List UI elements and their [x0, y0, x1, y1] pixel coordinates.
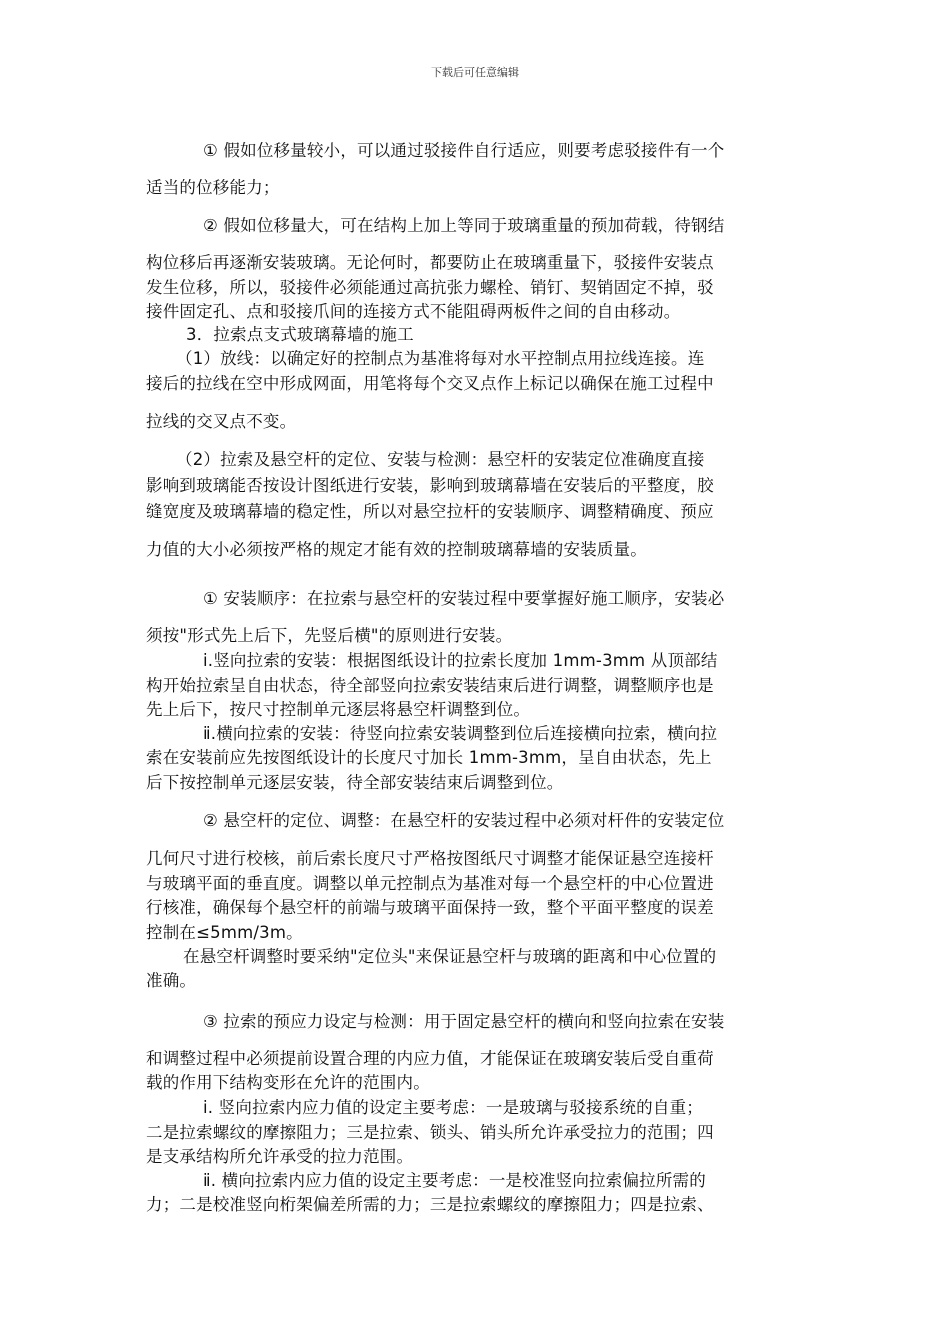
text-line: 发生位移，所以，驳接件必须能通过高抗张力螺栓、销钉、契销固定不掉，驳	[146, 278, 714, 297]
text-line: 力；二是校准竖向桁架偏差所需的力；三是拉索螺纹的摩擦阻力；四是拉索、	[146, 1195, 714, 1214]
text-line: 后下按控制单元逐层安装，待全部安装结束后调整到位。	[146, 773, 564, 792]
text-line: 先上后下，按尺寸控制单元逐层将悬空杆调整到位。	[146, 700, 531, 719]
text-line: 接后的拉线在空中形成网面，用笔将每个交叉点作上标记以确保在施工过程中	[146, 374, 714, 393]
text-line: 和调整过程中必须提前设置合理的内应力值，才能保证在玻璃安装后受自重荷	[146, 1049, 714, 1068]
text-line: 控制在≤5mm/3m。	[146, 923, 303, 942]
text-line: 是支承结构所允许承受的拉力范围。	[146, 1147, 414, 1166]
text-line: 载的作用下结构变形在允许的范围内。	[146, 1073, 430, 1092]
text-line: 构开始拉索呈自由状态，待全部竖向拉索安装结束后进行调整，调整顺序也是	[146, 676, 714, 695]
text-line: 缝宽度及玻璃幕墙的稳定性，所以对悬空拉杆的安装顺序、调整精确度、预应	[146, 502, 714, 521]
text-line: ① 假如位移量较小，可以通过驳接件自行适应，则要考虑驳接件有一个	[203, 141, 725, 160]
text-line: 准确。	[146, 971, 197, 990]
text-line: 二是拉索螺纹的摩擦阻力；三是拉索、锁头、销头所允许承受拉力的范围；四	[146, 1123, 714, 1142]
text-line: 拉线的交叉点不变。	[146, 412, 297, 431]
text-line: 在悬空杆调整时要采纳"定位头"来保证悬空杆与玻璃的距离和中心位置的	[183, 947, 717, 966]
text-line: （1）放线：以确定好的控制点为基准将每对水平控制点用拉线连接。连	[176, 349, 705, 368]
text-line: 力值的大小必须按严格的规定才能有效的控制玻璃幕墙的安装质量。	[146, 540, 647, 559]
text-line: 影响到玻璃能否按设计图纸进行安装，影响到玻璃幕墙在安装后的平整度，胶	[146, 476, 714, 495]
text-line: 须按"形式先上后下，先竖后横"的原则进行安装。	[146, 626, 513, 645]
text-line: ① 安装顺序：在拉索与悬空杆的安装过程中要掌握好施工顺序，安装必	[203, 589, 725, 608]
page-header: 下载后可任意编辑	[431, 66, 519, 79]
text-line: ⅰ.竖向拉索的安装：根据图纸设计的拉索长度加 1mm-3mm 从顶部结	[203, 651, 718, 670]
text-line: 3．拉索点支式玻璃幕墙的施工	[186, 325, 414, 344]
text-line: 行核准，确保每个悬空杆的前端与玻璃平面保持一致，整个平面平整度的误差	[146, 898, 714, 917]
text-line: ⅱ.横向拉索的安装：待竖向拉索安装调整到位后连接横向拉索，横向拉	[203, 724, 718, 743]
text-line: 接件固定孔、点和驳接爪间的连接方式不能阻碍两板件之间的自由移动。	[146, 302, 681, 321]
text-line: ⅱ. 横向拉索内应力值的设定主要考虑：一是校准竖向拉索偏拉所需的	[203, 1171, 706, 1190]
text-line: ② 悬空杆的定位、调整：在悬空杆的安装过程中必须对杆件的安装定位	[203, 811, 725, 830]
text-line: ② 假如位移量大，可在结构上加上等同于玻璃重量的预加荷载，待钢结	[203, 216, 725, 235]
text-line: 构位移后再逐渐安装玻璃。无论何时，都要防止在玻璃重量下，驳接件安装点	[146, 253, 714, 272]
text-line: 与玻璃平面的垂直度。调整以单元控制点为基准对每一个悬空杆的中心位置进	[146, 874, 714, 893]
text-line: ⅰ. 竖向拉索内应力值的设定主要考虑：一是玻璃与驳接系统的自重；	[203, 1098, 703, 1117]
text-line: 索在安装前应先按图纸设计的长度尺寸加长 1mm-3mm，呈自由状态，先上	[146, 748, 712, 767]
text-line: 几何尺寸进行校核，前后索长度尺寸严格按图纸尺寸调整才能保证悬空连接杆	[146, 849, 714, 868]
text-line: （2）拉索及悬空杆的定位、安装与检测：悬空杆的安装定位准确度直接	[176, 450, 705, 469]
text-line: ③ 拉索的预应力设定与检测：用于固定悬空杆的横向和竖向拉索在安装	[203, 1012, 725, 1031]
text-line: 适当的位移能力；	[146, 178, 280, 197]
